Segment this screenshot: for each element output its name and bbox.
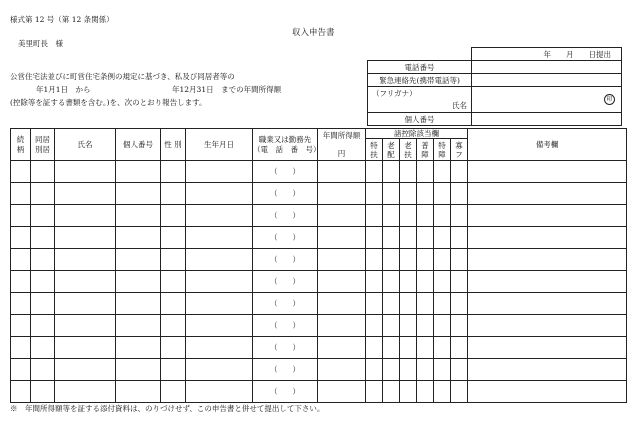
cell-occupation[interactable]	[253, 315, 318, 337]
deduction-col-special-dependent: 特 扶	[366, 139, 383, 161]
header-relationship: 続 柄	[11, 129, 31, 161]
cell-gender[interactable]	[161, 337, 186, 359]
deduction-col-elderly-spouse: 老 配	[383, 139, 400, 161]
cell-gender[interactable]	[161, 359, 186, 381]
cell-ded-4[interactable]	[417, 205, 434, 227]
footer-note: ※ 年間所得額等を証する添付資料は、のりづけせず、この申告書と併せて提出して下さい。	[10, 404, 325, 413]
cell-cohabitation[interactable]	[31, 381, 55, 403]
cell-ded-2[interactable]	[383, 315, 400, 337]
cell-ded-6[interactable]	[451, 183, 468, 205]
deduction-col-widow: 寡 フ	[451, 139, 468, 161]
phone-parentheses: （ ）	[270, 167, 300, 177]
table-row	[11, 337, 627, 359]
cell-my-number[interactable]	[116, 183, 161, 205]
cell-name[interactable]	[55, 315, 116, 337]
cell-income[interactable]	[318, 183, 366, 205]
cell-ded-4[interactable]	[417, 227, 434, 249]
cell-ded-1[interactable]	[366, 205, 383, 227]
period-from: 年1月1日 から	[36, 85, 91, 94]
cell-ded-4[interactable]	[417, 249, 434, 271]
cell-income[interactable]	[318, 359, 366, 381]
table-row	[11, 293, 627, 315]
table-row	[11, 359, 627, 381]
cell-relationship[interactable]	[11, 337, 31, 359]
cell-ded-4[interactable]	[417, 337, 434, 359]
phone-field[interactable]	[472, 61, 622, 74]
cell-ded-1[interactable]	[366, 359, 383, 381]
cell-ded-6[interactable]	[451, 249, 468, 271]
table-row	[11, 205, 627, 227]
phone-parentheses: （ ）	[270, 387, 300, 397]
cell-ded-2[interactable]	[383, 183, 400, 205]
phone-parentheses: （ ）	[270, 299, 300, 309]
cell-occupation[interactable]	[253, 337, 318, 359]
cell-relationship[interactable]	[11, 183, 31, 205]
cell-ded-5[interactable]	[434, 271, 451, 293]
cell-ded-4[interactable]	[417, 359, 434, 381]
header-name: 氏名	[55, 129, 116, 161]
cell-ded-5[interactable]	[434, 293, 451, 315]
cell-birthdate[interactable]	[186, 359, 253, 381]
cell-gender[interactable]	[161, 183, 186, 205]
submission-date[interactable]: 年 月 日提出	[472, 48, 622, 61]
cell-remarks[interactable]	[468, 315, 627, 337]
cell-my-number[interactable]	[116, 315, 161, 337]
cell-my-number[interactable]	[116, 249, 161, 271]
cell-ded-2[interactable]	[383, 337, 400, 359]
emergency-contact-field[interactable]	[472, 74, 622, 87]
deduction-col-special-disability: 特 障	[434, 139, 451, 161]
cell-gender[interactable]	[161, 315, 186, 337]
cell-ded-1[interactable]	[366, 337, 383, 359]
header-occupation: 職業又は勤務先 （電 話 番 号）	[253, 129, 318, 161]
cell-cohabitation[interactable]	[31, 249, 55, 271]
cell-name[interactable]	[55, 271, 116, 293]
cell-remarks[interactable]	[468, 205, 627, 227]
phone-parentheses: （ ）	[270, 365, 300, 375]
cell-ded-2[interactable]	[383, 293, 400, 315]
cell-name[interactable]	[55, 227, 116, 249]
statement-line-3: (控除等を証する書類を含む。)を、次のとおり報告します。	[10, 98, 207, 107]
form-number: 様式第 12 号（第 12 条関係）	[10, 15, 114, 24]
cell-ded-6[interactable]	[451, 315, 468, 337]
cell-ded-3[interactable]	[400, 315, 417, 337]
cell-ded-1[interactable]	[366, 271, 383, 293]
cell-ded-3[interactable]	[400, 271, 417, 293]
cell-gender[interactable]	[161, 205, 186, 227]
cell-my-number[interactable]	[116, 381, 161, 403]
cell-relationship[interactable]	[11, 205, 31, 227]
cell-name[interactable]	[55, 381, 116, 403]
period-to: 年12月31日 までの年間所得額	[172, 85, 282, 94]
cell-remarks[interactable]	[468, 359, 627, 381]
name-label-cell	[368, 87, 472, 113]
household-income-table	[10, 128, 627, 403]
cell-birthdate[interactable]	[186, 293, 253, 315]
seal-icon: 印	[604, 94, 615, 105]
cell-ded-4[interactable]	[417, 271, 434, 293]
cell-ded-6[interactable]	[451, 161, 468, 183]
cell-my-number[interactable]	[116, 359, 161, 381]
cell-income[interactable]	[318, 337, 366, 359]
cell-relationship[interactable]	[11, 227, 31, 249]
cell-ded-6[interactable]	[451, 227, 468, 249]
phone-label: 電話番号	[368, 61, 472, 74]
header-deductions: 諸控除該当欄	[366, 129, 468, 139]
cell-relationship[interactable]	[11, 315, 31, 337]
cell-ded-1[interactable]	[366, 227, 383, 249]
cell-ded-5[interactable]	[434, 205, 451, 227]
cell-occupation[interactable]	[253, 183, 318, 205]
cell-ded-5[interactable]	[434, 337, 451, 359]
cell-ded-3[interactable]	[400, 205, 417, 227]
emergency-contact-label: 緊急連絡先(携帯電話等)	[368, 74, 472, 87]
phone-parentheses: （ ）	[270, 321, 300, 331]
header-remarks: 備考欄	[468, 129, 627, 161]
cell-relationship[interactable]	[11, 249, 31, 271]
addressee: 美里町長 様	[18, 39, 63, 48]
cell-birthdate[interactable]	[186, 381, 253, 403]
table-row	[11, 183, 627, 205]
my-number-field[interactable]	[472, 113, 622, 126]
cell-gender[interactable]	[161, 381, 186, 403]
name-label: 氏名	[452, 101, 467, 110]
cell-remarks[interactable]	[468, 161, 627, 183]
cell-income[interactable]	[318, 381, 366, 403]
cell-occupation[interactable]	[253, 293, 318, 315]
cell-remarks[interactable]	[468, 249, 627, 271]
cell-ded-6[interactable]	[451, 271, 468, 293]
cell-ded-4[interactable]	[417, 381, 434, 403]
cell-ded-3[interactable]	[400, 161, 417, 183]
cell-ded-2[interactable]	[383, 381, 400, 403]
cell-occupation[interactable]	[253, 359, 318, 381]
cell-ded-2[interactable]	[383, 161, 400, 183]
cell-name[interactable]	[55, 359, 116, 381]
phone-parentheses: （ ）	[270, 255, 300, 265]
cell-income[interactable]	[318, 227, 366, 249]
header-income: 年間所得額 円	[318, 129, 366, 161]
cell-cohabitation[interactable]	[31, 227, 55, 249]
cell-my-number[interactable]	[116, 293, 161, 315]
cell-gender[interactable]	[161, 227, 186, 249]
cell-birthdate[interactable]	[186, 183, 253, 205]
cell-ded-3[interactable]	[400, 359, 417, 381]
cell-ded-4[interactable]	[417, 183, 434, 205]
cell-ded-1[interactable]	[366, 161, 383, 183]
header-cohabitation: 同居 別居	[31, 129, 55, 161]
cell-remarks[interactable]	[468, 293, 627, 315]
cell-remarks[interactable]	[468, 381, 627, 403]
cell-ded-2[interactable]	[383, 359, 400, 381]
statement-line-1: 公営住宅法並びに町営住宅条例の規定に基づき、私及び同居者等の	[10, 72, 235, 81]
cell-income[interactable]	[318, 205, 366, 227]
cell-remarks[interactable]	[468, 227, 627, 249]
cell-gender[interactable]	[161, 271, 186, 293]
cell-ded-1[interactable]	[366, 315, 383, 337]
cell-cohabitation[interactable]	[31, 337, 55, 359]
cell-birthdate[interactable]	[186, 337, 253, 359]
cell-occupation[interactable]	[253, 205, 318, 227]
header-gender: 性 別	[161, 129, 186, 161]
cell-ded-5[interactable]	[434, 227, 451, 249]
cell-occupation[interactable]	[253, 161, 318, 183]
phone-parentheses: （ ）	[270, 211, 300, 221]
cell-name[interactable]	[55, 337, 116, 359]
name-field[interactable]	[472, 87, 622, 113]
cell-relationship[interactable]	[11, 293, 31, 315]
cell-name[interactable]	[55, 205, 116, 227]
cell-ded-4[interactable]	[417, 161, 434, 183]
cell-ded-5[interactable]	[434, 249, 451, 271]
cell-cohabitation[interactable]	[31, 271, 55, 293]
cell-cohabitation[interactable]	[31, 161, 55, 183]
form-title: 収入申告書	[292, 28, 335, 38]
cell-ded-5[interactable]	[434, 359, 451, 381]
cell-ded-4[interactable]	[417, 315, 434, 337]
cell-ded-6[interactable]	[451, 205, 468, 227]
cell-my-number[interactable]	[116, 205, 161, 227]
cell-ded-5[interactable]	[434, 381, 451, 403]
table-row	[11, 249, 627, 271]
cell-gender[interactable]	[161, 249, 186, 271]
cell-birthdate[interactable]	[186, 271, 253, 293]
cell-cohabitation[interactable]	[31, 293, 55, 315]
cell-cohabitation[interactable]	[31, 183, 55, 205]
cell-name[interactable]	[55, 249, 116, 271]
cell-ded-3[interactable]	[400, 183, 417, 205]
phone-parentheses: （ ）	[270, 277, 300, 287]
cell-birthdate[interactable]	[186, 205, 253, 227]
phone-parentheses: （ ）	[270, 189, 300, 199]
cell-cohabitation[interactable]	[31, 205, 55, 227]
cell-birthdate[interactable]	[186, 249, 253, 271]
cell-relationship[interactable]	[11, 161, 31, 183]
cell-ded-1[interactable]	[366, 293, 383, 315]
cell-ded-6[interactable]	[451, 337, 468, 359]
cell-ded-3[interactable]	[400, 227, 417, 249]
cell-occupation[interactable]	[253, 271, 318, 293]
cell-income[interactable]	[318, 249, 366, 271]
header-my-number: 個人番号	[116, 129, 161, 161]
cell-ded-6[interactable]	[451, 381, 468, 403]
cell-relationship[interactable]	[11, 381, 31, 403]
cell-my-number[interactable]	[116, 161, 161, 183]
cell-ded-2[interactable]	[383, 227, 400, 249]
cell-ded-2[interactable]	[383, 205, 400, 227]
cell-income[interactable]	[318, 271, 366, 293]
cell-relationship[interactable]	[11, 271, 31, 293]
table-row	[11, 315, 627, 337]
cell-ded-6[interactable]	[451, 293, 468, 315]
cell-relationship[interactable]	[11, 359, 31, 381]
cell-remarks[interactable]	[468, 183, 627, 205]
cell-birthdate[interactable]	[186, 161, 253, 183]
applicant-info-box	[367, 47, 622, 126]
header-birthdate: 生年月日	[186, 129, 253, 161]
table-row	[11, 227, 627, 249]
cell-ded-4[interactable]	[417, 293, 434, 315]
cell-cohabitation[interactable]	[31, 359, 55, 381]
phone-parentheses: （ ）	[270, 233, 300, 243]
phone-parentheses: （ ）	[270, 343, 300, 353]
cell-ded-6[interactable]	[451, 359, 468, 381]
cell-ded-3[interactable]	[400, 381, 417, 403]
cell-ded-1[interactable]	[366, 249, 383, 271]
my-number-label: 個人番号	[368, 113, 472, 126]
cell-remarks[interactable]	[468, 337, 627, 359]
cell-ded-3[interactable]	[400, 337, 417, 359]
cell-name[interactable]	[55, 161, 116, 183]
cell-gender[interactable]	[161, 293, 186, 315]
cell-income[interactable]	[318, 315, 366, 337]
cell-ded-1[interactable]	[366, 183, 383, 205]
cell-cohabitation[interactable]	[31, 315, 55, 337]
cell-remarks[interactable]	[468, 271, 627, 293]
cell-ded-1[interactable]	[366, 381, 383, 403]
cell-income[interactable]	[318, 161, 366, 183]
table-row	[11, 271, 627, 293]
cell-birthdate[interactable]	[186, 315, 253, 337]
cell-gender[interactable]	[161, 161, 186, 183]
cell-name[interactable]	[55, 293, 116, 315]
cell-my-number[interactable]	[116, 271, 161, 293]
cell-ded-5[interactable]	[434, 183, 451, 205]
cell-income[interactable]	[318, 293, 366, 315]
cell-occupation[interactable]	[253, 249, 318, 271]
cell-occupation[interactable]	[253, 227, 318, 249]
cell-name[interactable]	[55, 183, 116, 205]
table-row	[11, 161, 627, 183]
furigana-label: （フリガナ）	[372, 89, 417, 98]
cell-birthdate[interactable]	[186, 227, 253, 249]
cell-my-number[interactable]	[116, 337, 161, 359]
cell-ded-3[interactable]	[400, 249, 417, 271]
cell-occupation[interactable]	[253, 381, 318, 403]
cell-ded-5[interactable]	[434, 161, 451, 183]
cell-ded-3[interactable]	[400, 293, 417, 315]
cell-ded-5[interactable]	[434, 315, 451, 337]
cell-my-number[interactable]	[116, 227, 161, 249]
cell-ded-2[interactable]	[383, 271, 400, 293]
deduction-col-disability: 普 障	[417, 139, 434, 161]
cell-ded-2[interactable]	[383, 249, 400, 271]
table-row	[11, 381, 627, 403]
deduction-col-elderly-dependent: 老 扶	[400, 139, 417, 161]
